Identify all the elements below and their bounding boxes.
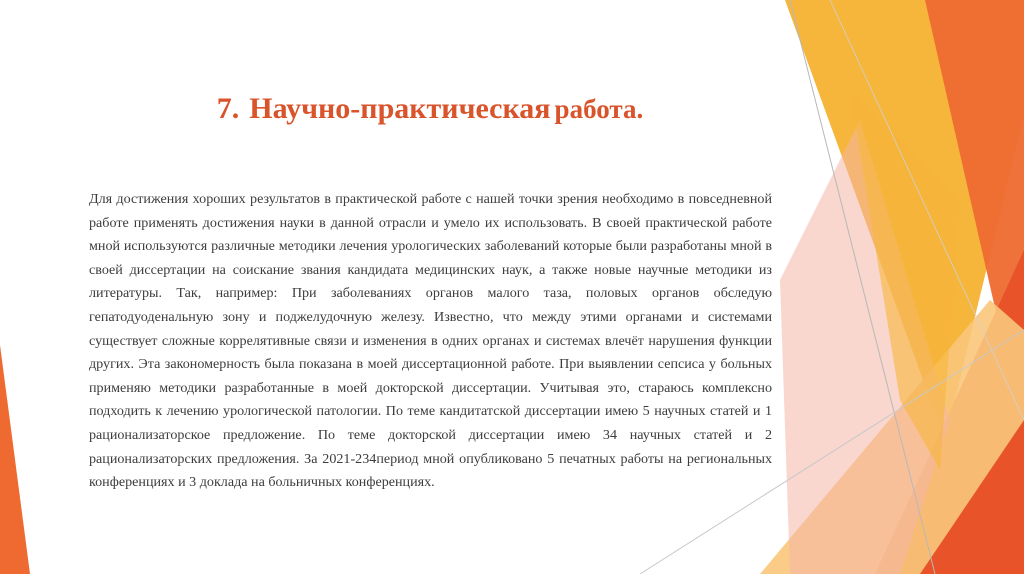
slide-title [0,92,860,126]
title-main: Научно-практическая [249,92,551,125]
title-tail: работа. [554,94,644,124]
title-number: 7. [216,92,240,125]
left-edge-shape [0,345,30,574]
body-paragraph: Для достижения хороших результатов в практической работе с нашей точки зрения необходимо в повседневной работе применять достижения науки в данной отрасли и умело их использовать. В своей практической работе мной используются различные методики лечения урологических заболеваний которые были разработаны мной в своей диссертации на соискание звания кандидата медицинских наук, а также новые научные методики из литературы. Так, например: При заболеваниях органов малого таза, половых органов обследую гепатодуоденальную зону и поджелудочную железу. Известно, что между этими органами и системами существует сложные коррелятивные связи и изменения в одних органах и системах влечёт нарушения функции других. Эта закономерность была показана в моей диссертационной работе. При выявлении сепсиса у больных применяю методики разработанные в моей докторской диссертации. Учитывая это, стараюсь комплексно подходить к лечению урологической патологии. По теме кандитатской диссертации имею 5 научных статей и 1 рационализаторское предложение. По теме докторской диссертации имею 34 научных статей и 2 рационализаторских предложения. За 2021-234период мной опубликовано 5 печатных работы на региональных конференциях и 3 доклада на больничных конференциях. [89,191,772,491]
